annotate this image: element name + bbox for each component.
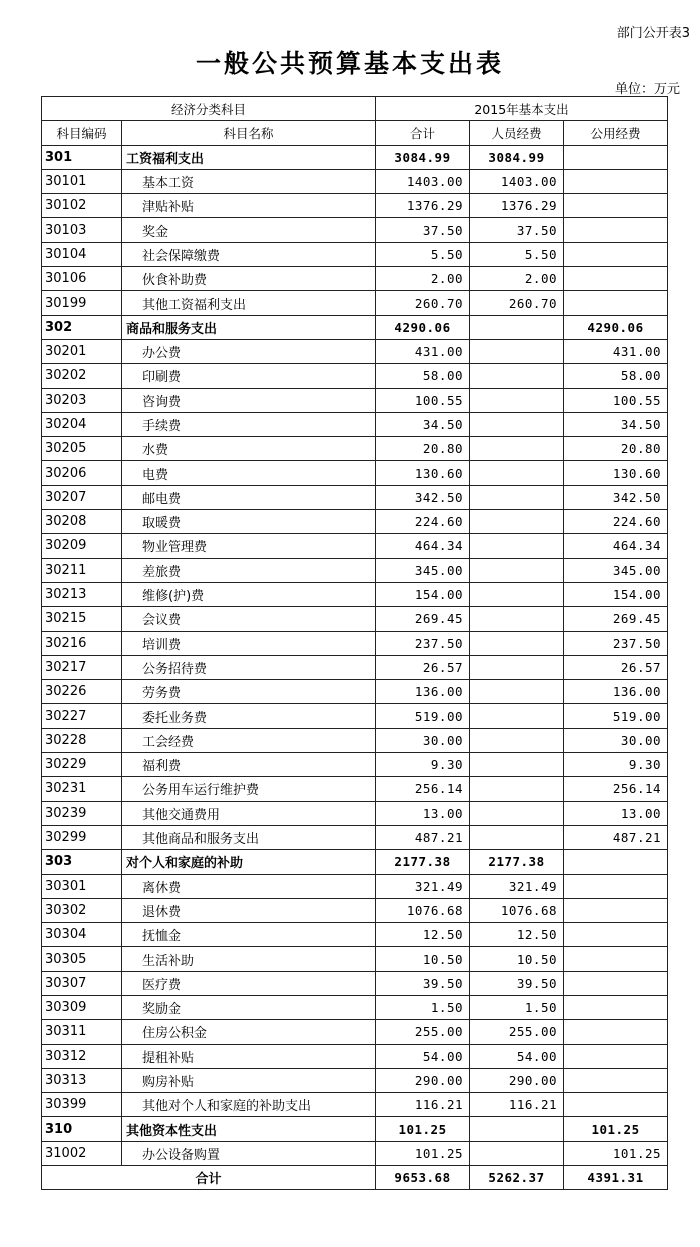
table-row — [42, 1044, 668, 1068]
row-name: 奖金 — [122, 218, 376, 242]
row-code: 30208 — [42, 510, 122, 534]
row-personnel — [470, 339, 564, 363]
row-personnel: 1403.00 — [470, 169, 564, 193]
table-row — [42, 777, 668, 801]
row-public: 26.57 — [564, 655, 668, 679]
row-public — [564, 1093, 668, 1117]
row-code: 30307 — [42, 971, 122, 995]
row-public: 237.50 — [564, 631, 668, 655]
row-name: 其他商品和服务支出 — [122, 825, 376, 849]
row-total: 345.00 — [376, 558, 470, 582]
table-row — [42, 169, 668, 193]
row-name: 抚恤金 — [122, 923, 376, 947]
row-public: 519.00 — [564, 704, 668, 728]
row-personnel: 321.49 — [470, 874, 564, 898]
row-code: 302 — [42, 315, 122, 339]
row-code: 30239 — [42, 801, 122, 825]
budget-table — [41, 96, 668, 1190]
row-public — [564, 898, 668, 922]
row-public — [564, 242, 668, 266]
row-personnel: 1376.29 — [470, 194, 564, 218]
row-name: 公务用车运行维护费 — [122, 777, 376, 801]
header-row-2 — [42, 121, 668, 145]
row-code: 30102 — [42, 194, 122, 218]
row-personnel — [470, 1141, 564, 1165]
row-personnel — [470, 412, 564, 436]
row-public — [564, 1044, 668, 1068]
row-code: 30199 — [42, 291, 122, 315]
table-row — [42, 485, 668, 509]
table-row — [42, 267, 668, 291]
row-personnel — [470, 655, 564, 679]
row-total: 101.25 — [376, 1117, 470, 1141]
row-personnel: 1.50 — [470, 995, 564, 1019]
row-personnel — [470, 364, 564, 388]
row-name: 奖励金 — [122, 995, 376, 1019]
row-personnel — [470, 388, 564, 412]
table-row — [42, 607, 668, 631]
row-code: 310 — [42, 1117, 122, 1141]
table-row — [42, 971, 668, 995]
row-code: 30203 — [42, 388, 122, 412]
table-row — [42, 510, 668, 534]
row-personnel: 260.70 — [470, 291, 564, 315]
row-total: 5.50 — [376, 242, 470, 266]
row-personnel: 2.00 — [470, 267, 564, 291]
row-personnel: 37.50 — [470, 218, 564, 242]
table-group-row — [42, 1117, 668, 1141]
table-row — [42, 728, 668, 752]
row-public: 130.60 — [564, 461, 668, 485]
row-name: 生活补助 — [122, 947, 376, 971]
row-name: 办公费 — [122, 339, 376, 363]
row-public: 20.80 — [564, 437, 668, 461]
row-total: 290.00 — [376, 1068, 470, 1092]
row-personnel — [470, 558, 564, 582]
header-total: 合计 — [376, 121, 470, 145]
row-total: 519.00 — [376, 704, 470, 728]
row-total: 100.55 — [376, 388, 470, 412]
row-personnel — [470, 753, 564, 777]
row-code: 30231 — [42, 777, 122, 801]
total-row — [42, 1166, 668, 1190]
table-row — [42, 582, 668, 606]
row-public: 13.00 — [564, 801, 668, 825]
row-code: 30104 — [42, 242, 122, 266]
row-personnel: 54.00 — [470, 1044, 564, 1068]
row-personnel: 5.50 — [470, 242, 564, 266]
row-total: 37.50 — [376, 218, 470, 242]
table-row — [42, 388, 668, 412]
row-public: 269.45 — [564, 607, 668, 631]
table-row — [42, 242, 668, 266]
row-public — [564, 145, 668, 169]
row-personnel — [470, 315, 564, 339]
row-code: 30301 — [42, 874, 122, 898]
table-row — [42, 1068, 668, 1092]
table-body — [42, 145, 668, 1165]
row-code: 30202 — [42, 364, 122, 388]
row-public — [564, 267, 668, 291]
row-total: 255.00 — [376, 1020, 470, 1044]
table-row — [42, 534, 668, 558]
row-total: 342.50 — [376, 485, 470, 509]
unit-label: 单位：万元 — [614, 82, 680, 97]
row-code: 30228 — [42, 728, 122, 752]
row-name: 印刷费 — [122, 364, 376, 388]
row-code: 301 — [42, 145, 122, 169]
row-code: 30211 — [42, 558, 122, 582]
row-personnel — [470, 534, 564, 558]
row-code: 31002 — [42, 1141, 122, 1165]
row-total: 9.30 — [376, 753, 470, 777]
row-public: 101.25 — [564, 1117, 668, 1141]
row-public — [564, 971, 668, 995]
row-public: 345.00 — [564, 558, 668, 582]
table-row — [42, 218, 668, 242]
row-code: 30305 — [42, 947, 122, 971]
row-public: 100.55 — [564, 388, 668, 412]
row-total: 4290.06 — [376, 315, 470, 339]
row-name: 医疗费 — [122, 971, 376, 995]
row-total: 269.45 — [376, 607, 470, 631]
table-row — [42, 461, 668, 485]
table-row — [42, 558, 668, 582]
total-public: 4391.31 — [564, 1166, 668, 1190]
row-total: 20.80 — [376, 437, 470, 461]
row-personnel: 1076.68 — [470, 898, 564, 922]
header-economic-category: 经济分类科目 — [42, 97, 376, 121]
row-code: 30215 — [42, 607, 122, 631]
row-total: 237.50 — [376, 631, 470, 655]
row-name: 水费 — [122, 437, 376, 461]
row-public: 101.25 — [564, 1141, 668, 1165]
table-row — [42, 680, 668, 704]
row-public: 256.14 — [564, 777, 668, 801]
row-name: 津贴补贴 — [122, 194, 376, 218]
row-name: 对个人和家庭的补助 — [122, 850, 376, 874]
row-name: 其他交通费用 — [122, 801, 376, 825]
row-personnel: 255.00 — [470, 1020, 564, 1044]
row-total: 464.34 — [376, 534, 470, 558]
row-name: 基本工资 — [122, 169, 376, 193]
row-total: 13.00 — [376, 801, 470, 825]
row-public — [564, 874, 668, 898]
row-total: 34.50 — [376, 412, 470, 436]
row-public: 34.50 — [564, 412, 668, 436]
row-public: 154.00 — [564, 582, 668, 606]
row-personnel: 2177.38 — [470, 850, 564, 874]
table-group-row — [42, 315, 668, 339]
row-name: 其他工资福利支出 — [122, 291, 376, 315]
total-sum: 9653.68 — [376, 1166, 470, 1190]
row-personnel — [470, 728, 564, 752]
header-public: 公用经费 — [564, 121, 668, 145]
row-name: 工会经费 — [122, 728, 376, 752]
row-code: 30226 — [42, 680, 122, 704]
row-code: 30309 — [42, 995, 122, 1019]
row-total: 58.00 — [376, 364, 470, 388]
row-name: 退休费 — [122, 898, 376, 922]
row-code: 30312 — [42, 1044, 122, 1068]
header-code: 科目编码 — [42, 121, 122, 145]
row-name: 委托业务费 — [122, 704, 376, 728]
row-public: 431.00 — [564, 339, 668, 363]
row-code: 30206 — [42, 461, 122, 485]
header-year-budget: 2015年基本支出 — [376, 97, 668, 121]
row-public: 342.50 — [564, 485, 668, 509]
row-code: 30399 — [42, 1093, 122, 1117]
row-name: 社会保障缴费 — [122, 242, 376, 266]
table-row — [42, 753, 668, 777]
row-total: 3084.99 — [376, 145, 470, 169]
row-personnel: 10.50 — [470, 947, 564, 971]
row-code: 30302 — [42, 898, 122, 922]
row-total: 256.14 — [376, 777, 470, 801]
row-code: 30106 — [42, 267, 122, 291]
row-total: 2.00 — [376, 267, 470, 291]
row-personnel — [470, 801, 564, 825]
row-name: 电费 — [122, 461, 376, 485]
row-personnel: 39.50 — [470, 971, 564, 995]
row-code: 303 — [42, 850, 122, 874]
table-row — [42, 412, 668, 436]
row-personnel — [470, 631, 564, 655]
row-name: 公务招待费 — [122, 655, 376, 679]
row-public — [564, 169, 668, 193]
row-public: 9.30 — [564, 753, 668, 777]
row-name: 咨询费 — [122, 388, 376, 412]
row-public: 58.00 — [564, 364, 668, 388]
table-row — [42, 923, 668, 947]
row-personnel: 12.50 — [470, 923, 564, 947]
row-code: 30209 — [42, 534, 122, 558]
row-name: 福利费 — [122, 753, 376, 777]
row-total: 224.60 — [376, 510, 470, 534]
row-public: 136.00 — [564, 680, 668, 704]
row-total: 10.50 — [376, 947, 470, 971]
row-total: 30.00 — [376, 728, 470, 752]
table-row — [42, 947, 668, 971]
table-row — [42, 1141, 668, 1165]
row-public — [564, 218, 668, 242]
row-public — [564, 194, 668, 218]
row-personnel — [470, 680, 564, 704]
row-personnel — [470, 607, 564, 631]
row-name: 购房补贴 — [122, 1068, 376, 1092]
row-public: 464.34 — [564, 534, 668, 558]
row-code: 30204 — [42, 412, 122, 436]
row-total: 321.49 — [376, 874, 470, 898]
row-name: 商品和服务支出 — [122, 315, 376, 339]
row-public — [564, 1068, 668, 1092]
row-name: 伙食补助费 — [122, 267, 376, 291]
row-name: 提租补贴 — [122, 1044, 376, 1068]
table-row — [42, 898, 668, 922]
row-name: 其他对个人和家庭的补助支出 — [122, 1093, 376, 1117]
row-total: 2177.38 — [376, 850, 470, 874]
table-row — [42, 801, 668, 825]
table-group-row — [42, 145, 668, 169]
row-name: 邮电费 — [122, 485, 376, 509]
row-name: 其他资本性支出 — [122, 1117, 376, 1141]
row-code: 30217 — [42, 655, 122, 679]
row-name: 劳务费 — [122, 680, 376, 704]
row-total: 39.50 — [376, 971, 470, 995]
row-public — [564, 291, 668, 315]
table-row — [42, 291, 668, 315]
row-total: 116.21 — [376, 1093, 470, 1117]
header-row-1 — [42, 97, 668, 121]
row-personnel: 3084.99 — [470, 145, 564, 169]
row-total: 12.50 — [376, 923, 470, 947]
table-row — [42, 631, 668, 655]
row-public: 4290.06 — [564, 315, 668, 339]
row-personnel — [470, 777, 564, 801]
form-number: 部门公开表3 — [616, 26, 690, 41]
row-public: 30.00 — [564, 728, 668, 752]
table-group-row — [42, 850, 668, 874]
row-total: 1403.00 — [376, 169, 470, 193]
row-code: 30304 — [42, 923, 122, 947]
row-name: 办公设备购置 — [122, 1141, 376, 1165]
table-row — [42, 825, 668, 849]
row-code: 30201 — [42, 339, 122, 363]
row-personnel — [470, 1117, 564, 1141]
row-total: 101.25 — [376, 1141, 470, 1165]
table-row — [42, 874, 668, 898]
table-row — [42, 655, 668, 679]
row-public — [564, 850, 668, 874]
row-total: 136.00 — [376, 680, 470, 704]
row-code: 30299 — [42, 825, 122, 849]
table-row — [42, 1093, 668, 1117]
row-personnel — [470, 485, 564, 509]
row-public: 487.21 — [564, 825, 668, 849]
row-code: 30216 — [42, 631, 122, 655]
row-total: 487.21 — [376, 825, 470, 849]
row-personnel — [470, 510, 564, 534]
row-public — [564, 923, 668, 947]
row-code: 30207 — [42, 485, 122, 509]
row-name: 物业管理费 — [122, 534, 376, 558]
row-public — [564, 947, 668, 971]
table-row — [42, 364, 668, 388]
row-public: 224.60 — [564, 510, 668, 534]
row-code: 30313 — [42, 1068, 122, 1092]
total-label: 合计 — [42, 1166, 376, 1190]
row-code: 30229 — [42, 753, 122, 777]
row-personnel — [470, 461, 564, 485]
row-total: 1.50 — [376, 995, 470, 1019]
row-name: 培训费 — [122, 631, 376, 655]
row-total: 1076.68 — [376, 898, 470, 922]
row-total: 1376.29 — [376, 194, 470, 218]
row-total: 431.00 — [376, 339, 470, 363]
header-personnel: 人员经费 — [470, 121, 564, 145]
row-code: 30101 — [42, 169, 122, 193]
row-total: 26.57 — [376, 655, 470, 679]
row-name: 取暖费 — [122, 510, 376, 534]
row-name: 会议费 — [122, 607, 376, 631]
total-personnel: 5262.37 — [470, 1166, 564, 1190]
table-row — [42, 704, 668, 728]
page-title: 一般公共预算基本支出表 — [195, 49, 504, 78]
row-personnel — [470, 582, 564, 606]
row-total: 154.00 — [376, 582, 470, 606]
row-name: 住房公积金 — [122, 1020, 376, 1044]
header-name: 科目名称 — [122, 121, 376, 145]
row-public — [564, 1020, 668, 1044]
row-public — [564, 995, 668, 1019]
row-name: 差旅费 — [122, 558, 376, 582]
table-row — [42, 339, 668, 363]
row-total: 54.00 — [376, 1044, 470, 1068]
table-row — [42, 437, 668, 461]
row-name: 工资福利支出 — [122, 145, 376, 169]
row-personnel — [470, 704, 564, 728]
row-personnel — [470, 437, 564, 461]
row-total: 260.70 — [376, 291, 470, 315]
row-personnel: 116.21 — [470, 1093, 564, 1117]
table-row — [42, 995, 668, 1019]
row-code: 30311 — [42, 1020, 122, 1044]
row-name: 手续费 — [122, 412, 376, 436]
row-name: 离休费 — [122, 874, 376, 898]
row-total: 130.60 — [376, 461, 470, 485]
row-personnel — [470, 825, 564, 849]
row-name: 维修(护)费 — [122, 582, 376, 606]
table-row — [42, 1020, 668, 1044]
table-row — [42, 194, 668, 218]
row-code: 30205 — [42, 437, 122, 461]
row-code: 30227 — [42, 704, 122, 728]
row-code: 30103 — [42, 218, 122, 242]
row-personnel: 290.00 — [470, 1068, 564, 1092]
row-code: 30213 — [42, 582, 122, 606]
